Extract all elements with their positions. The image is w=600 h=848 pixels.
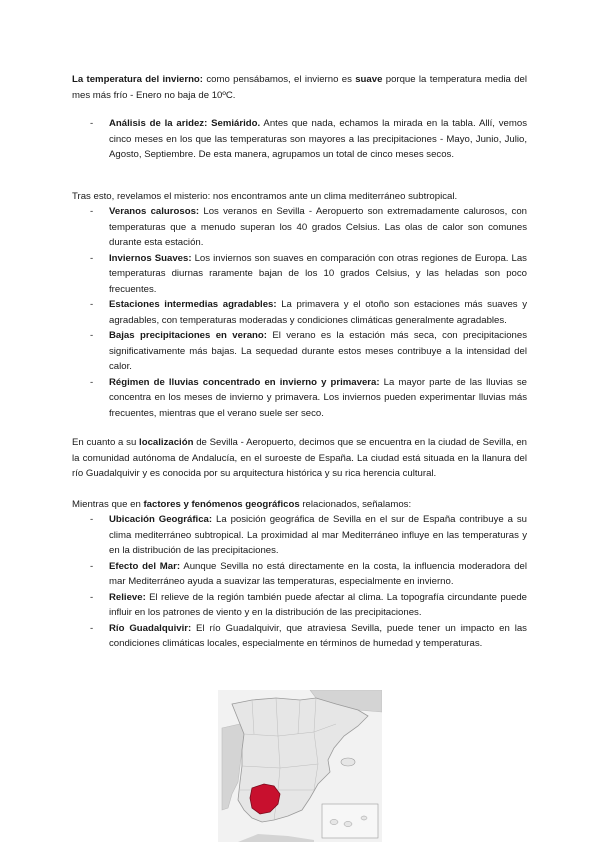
- item-label: Bajas precipitaciones en verano:: [109, 330, 267, 341]
- list-item: [72, 590, 527, 621]
- aridity-text: Antes que nada, echamos la mirada en la tabla. Allí, vemos cinco meses en los que las temperaturas son mayores a las precipitaciones - Mayo, Junio, Julio, Agosto, Septiembre. De esta manera, agrupamos un total de cinco meses secos.: [109, 118, 527, 160]
- factors-intro: [72, 497, 527, 513]
- item-text: La mayor parte de las lluvias se concentra en los meses de invierno y primavera. Los inviernos pueden experimentar lluvias más frecuentes, mientras que el verano suele ser seco.: [109, 376, 528, 419]
- canary-island-shape: [330, 820, 338, 825]
- factors-text-2: relacionados, señalamos:: [299, 499, 412, 510]
- dash-bullet: -: [90, 206, 94, 217]
- climate-list: [72, 204, 527, 421]
- dash-bullet: -: [90, 118, 94, 129]
- list-item: [72, 328, 527, 375]
- dash-bullet: -: [90, 591, 94, 603]
- spain-map-image: [218, 690, 382, 842]
- winter-bold-suave: suave: [355, 74, 383, 85]
- item-label: Río Guadalquivir:: [109, 622, 192, 634]
- item-text: La primavera y el otoño son estaciones más suaves y agradables, con temperaturas moderadas y condiciones climáticas generalmente agradables.: [109, 299, 527, 326]
- dash-bullet: -: [90, 299, 94, 310]
- item-label: Inviernos Suaves:: [109, 252, 192, 264]
- item-label: Estaciones intermedias agradables:: [109, 299, 277, 310]
- item-text: Los veranos en Sevilla - Aeropuerto son extremadamente calurosos, con temperaturas que a menudo superan los 40 grados Celsius. Las olas de calor son comunes durante esta estación.: [109, 206, 527, 248]
- dash-bullet: -: [90, 252, 94, 264]
- item-text: El río Guadalquivir, que atraviesa Sevilla, puede tener un impacto en las condiciones climáticas locales, especialmente en términos de humedad y temperaturas.: [109, 622, 527, 649]
- reveal-paragraph: Tras esto, revelamos el misterio: nos encontramos ante un clima mediterráneo subtropical.: [72, 191, 458, 202]
- item-label: Efecto del Mar:: [109, 560, 181, 572]
- item-label: Ubicación Geográfica:: [109, 514, 213, 525]
- factors-list: [72, 512, 527, 652]
- location-text-1: En cuanto a su: [72, 437, 140, 448]
- location-paragraph: [72, 435, 527, 482]
- list-item: [72, 251, 527, 298]
- factors-bold: factores y fenómenos geográficos: [143, 499, 300, 510]
- winter-text-2: porque la temperatura media del mes más frío - Enero no baja de 10ºC.: [72, 74, 528, 101]
- balearic-islands-shape: [341, 758, 355, 766]
- list-item: [72, 116, 527, 163]
- aridity-list: [72, 116, 527, 163]
- list-item: [72, 559, 527, 590]
- canary-island-shape: [361, 816, 367, 820]
- dash-bullet: -: [90, 622, 94, 634]
- item-label: Relieve:: [109, 591, 146, 603]
- dash-bullet: -: [90, 330, 94, 341]
- winter-text-1: como pensábamos, el invierno es: [203, 74, 356, 85]
- item-text: El verano es la estación más seca, con precipitaciones significativamente más bajas. La sequedad durante estos meses contribuye a la intensidad del calor.: [109, 330, 528, 372]
- aridity-label: Análisis de la aridez: Semiárido.: [109, 118, 261, 129]
- item-text: La posición geográfica de Sevilla en el sur de España contribuye a su clima mediterráneo subtropical. La proximidad al mar Mediterráneo influye en las temperaturas y en la distribución de las precipitaciones.: [109, 514, 527, 556]
- list-item: [72, 204, 527, 251]
- list-item: [72, 297, 527, 328]
- canary-island-shape: [344, 822, 352, 827]
- winter-paragraph: [72, 72, 527, 103]
- item-label: Régimen de lluvias concentrado en invierno y primavera:: [109, 376, 380, 388]
- spain-map-svg: [218, 690, 382, 842]
- item-text: El relieve de la región también puede afectar al clima. La topografía circundante puede influir en los patrones de viento y en la distribución de las precipitaciones.: [109, 591, 527, 618]
- dash-bullet: -: [90, 560, 94, 572]
- item-text: Los inviernos son suaves en comparación con otras regiones de Europa. Las temperaturas diurnas raramente bajan de los 10 grados Celsius, y las heladas son poco frecuentes.: [109, 252, 527, 295]
- dash-bullet: -: [90, 376, 94, 388]
- dash-bullet: -: [90, 514, 94, 525]
- item-text: Aunque Sevilla no está directamente en la costa, la influencia moderadora del mar Mediterráneo ayuda a suavizar las temperaturas, especialmente en invierno.: [109, 560, 527, 587]
- item-label: Veranos calurosos:: [109, 206, 200, 217]
- list-item: [72, 512, 527, 559]
- location-text-2: de Sevilla - Aeropuerto, decimos que se encuentra en la ciudad de Sevilla, en la comunidad autónoma de Andalucía, en el suroeste de España. La ciudad está situada en la llanura del río Guadalquivir y es conocida por su arquitectura histórica y su rica herencia cultural.: [72, 437, 527, 479]
- factors-text-1: Mientras que en: [72, 499, 144, 510]
- winter-label: La temperatura del invierno:: [72, 74, 203, 85]
- location-bold: localización: [139, 437, 194, 448]
- list-item: [72, 621, 527, 652]
- list-item: [72, 375, 527, 422]
